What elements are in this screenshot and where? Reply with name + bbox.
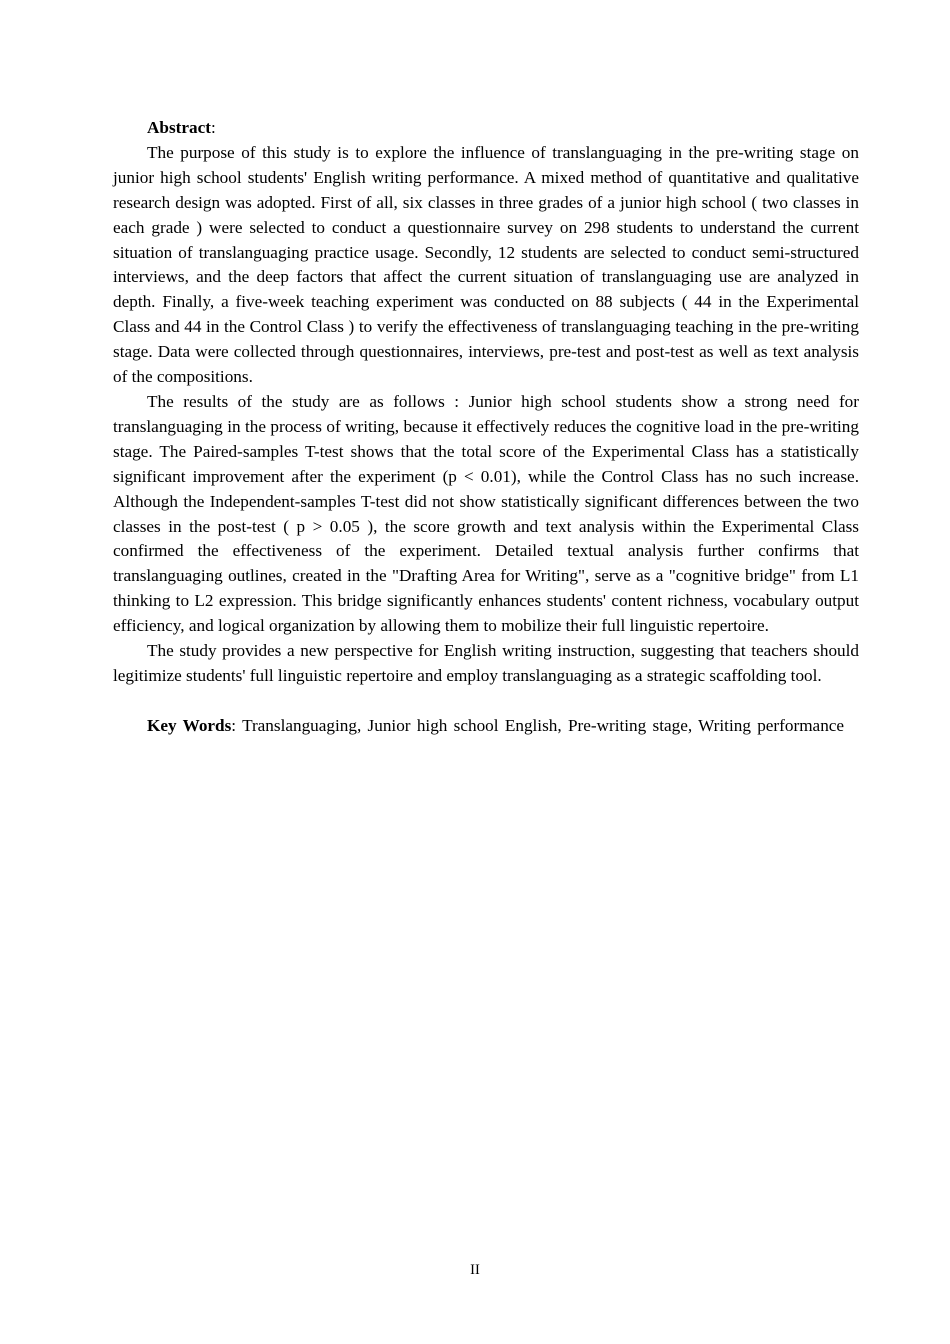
abstract-paragraph-purpose: The purpose of this study is to explore the influence of translanguaging in the pre-writing stage on junior high school students' English writing performance. A mixed method of quantitative and qualitative research design was adopted. First of all, six classes in three grades of a junior high school ( two classes in each grade ) were selected to conduct a questionnaire survey on 298 students to understand the current situation of translanguaging practice usage. Secondly, 12 students are selected to conduct semi-structured interviews, and the deep factors that affect the current situation of translanguaging use are analyzed in depth. Finally, a five-week teaching experiment was conducted on 88 subjects ( 44 in the Experimental Class and 44 in the Control Class ) to verify the effectiveness of translanguaging teaching in the pre-writing stage. Data were collected through questionnaires, interviews, pre-test and post-test as well as text analysis of the compositions. [113,142,859,387]
keywords-line [113,714,859,739]
page-number: II [470,1262,480,1278]
abstract-section [113,116,859,739]
abstract-heading-colon: : [210,118,216,137]
keywords-separator: : [231,715,237,735]
abstract-paragraph-implications: The study provides a new perspective for English writing instruction, suggesting that teachers should legitimize students' full linguistic repertoire and employ translanguaging as a strategic scaffolding tool. [113,641,859,685]
abstract-heading [113,116,859,141]
keywords-text: Translanguaging, Junior high school English, Pre-writing stage, Writing performance [236,715,845,735]
abstract-heading-label: Abstract [147,118,211,137]
abstract-paragraph-results: The results of the study are as follows : Junior high school students show a strong need for translanguaging in the process of writing, because it effectively reduces the cognitive load in the pre-writing stage. The Paired-samples T-test shows that the total score of the Experimental Class has a statistically significant improvement after the experiment (p < 0.01), while the Control Class has no such increase. Although the Independent-samples T-test did not show statistically significant differences between the two classes in the post-test ( p > 0.05 ), the score growth and text analysis within the Experimental Class confirmed the effectiveness of the experiment. Detailed textual analysis further confirms that translanguaging outlines, created in the "Drafting Area for Writing", serve as a "cognitive bridge" from L1 thinking to L2 expression. This bridge significantly enhances students' content richness, vocabulary output efficiency, and logical organization by allowing them to mobilize their full linguistic repertoire. [113,391,859,636]
keywords-label: Key Words [147,715,232,735]
